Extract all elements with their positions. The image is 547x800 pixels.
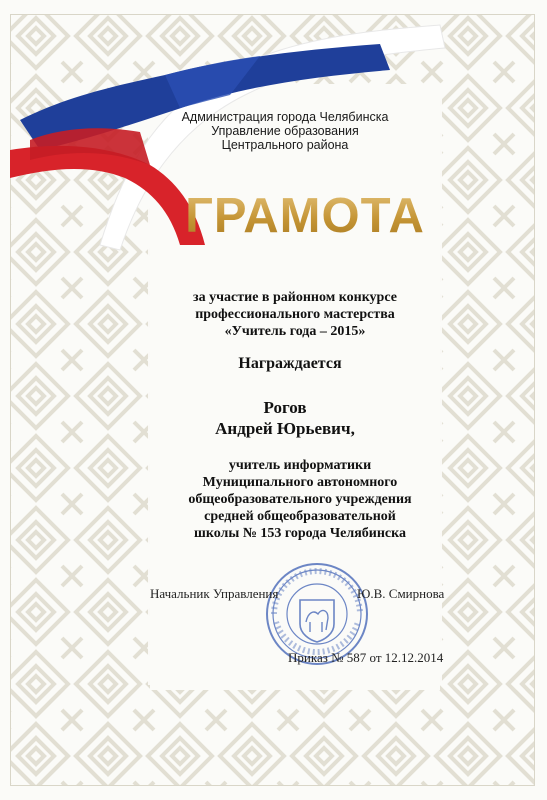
- issuer-line-3: Центрального района: [221, 138, 349, 152]
- position-line-5: школы № 153 города Челябинска: [194, 526, 406, 541]
- issuer-line-1: Администрация города Челябинска: [181, 110, 389, 124]
- position-line-2: Муниципального автономного: [202, 475, 398, 490]
- recipient-given-name: Андрей Юрьевич,: [215, 419, 355, 438]
- position-line-3: общеобразовательного учреждения: [188, 492, 412, 507]
- issuer-header: [160, 110, 410, 152]
- issuer-line-2: Управление образования: [211, 124, 359, 138]
- certificate-title: ГРАМОТА: [160, 188, 450, 244]
- signature-name: Ю.В. Смирнова: [357, 586, 445, 601]
- signature-row: [0, 582, 547, 602]
- signature-label: Начальник Управления: [150, 586, 279, 601]
- award-reason: [150, 289, 440, 340]
- recipient-position: [150, 457, 450, 542]
- reason-line-1: за участие в районном конкурсе: [193, 290, 397, 305]
- position-line-4: средней общеобразовательной: [204, 509, 396, 524]
- position-line-1: учитель информатики: [228, 458, 372, 473]
- order-reference: Приказ № 587 от 12.12.2014: [288, 650, 444, 665]
- reason-line-2: профессионального мастерства: [195, 307, 395, 322]
- recipient-name: [170, 397, 400, 439]
- reason-line-3: «Учитель года – 2015»: [224, 324, 366, 339]
- recipient-surname: Рогов: [263, 398, 307, 417]
- awarded-label: Награждается: [238, 355, 342, 372]
